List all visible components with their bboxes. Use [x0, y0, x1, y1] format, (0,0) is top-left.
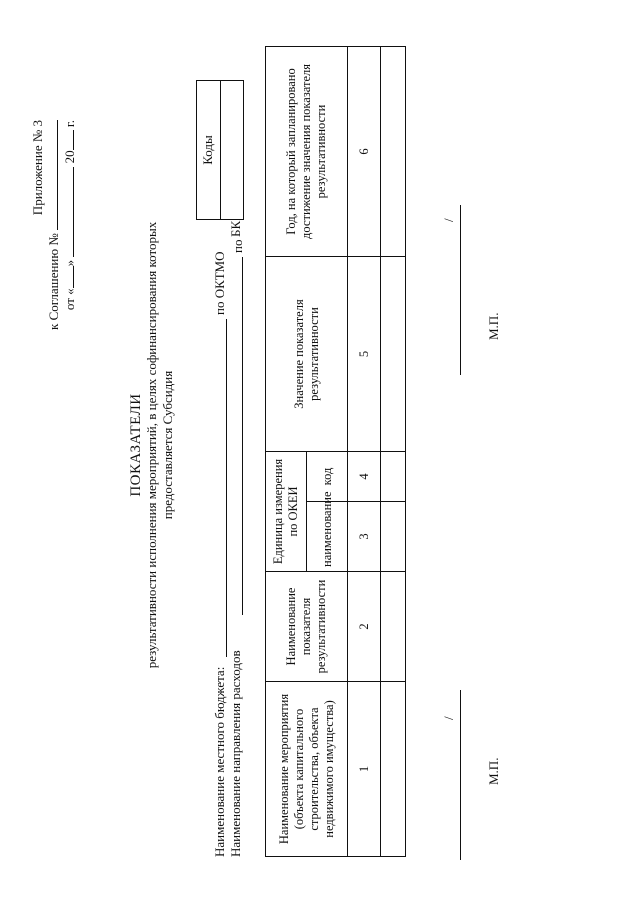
signature-right-line — [460, 205, 461, 375]
signature-left-stamp: М.П. — [486, 757, 501, 785]
table-header-row — [266, 46, 307, 856]
direction-label: Наименование направления расходов — [228, 650, 243, 857]
table-cell — [381, 682, 406, 857]
bk-prefix: по — [230, 239, 245, 253]
col-activity-header: Наименование мероприятия (объекта капитального строительства, объекта недвижимого имущества) — [266, 682, 348, 857]
date-year-blank — [73, 130, 74, 150]
agreement-reference: к Соглашению № — [46, 120, 62, 440]
table-cell — [381, 256, 406, 451]
col-number-1: 1 — [348, 682, 381, 857]
title-subtitle-1: результативности исполнения мероприятий, в целях софинансирования которых — [144, 221, 159, 669]
col-unit-code-header: код — [307, 451, 348, 501]
codes-box — [196, 80, 244, 220]
table-cell — [381, 502, 406, 572]
direction-blank — [242, 257, 243, 615]
title-subtitle-2: предоставляется Субсидия — [160, 370, 175, 520]
codes-header: Коды — [197, 81, 221, 220]
col-unit-group-header: Единица измерения по ОКЕИ — [266, 451, 307, 571]
budget-name-blank — [226, 319, 227, 657]
appendix-number: Приложение № 3 — [30, 120, 45, 216]
col-number-6: 6 — [348, 46, 381, 256]
signature-left-line — [460, 690, 461, 860]
signature-right-slash: / — [441, 218, 456, 222]
col-year-header: Год, на который запланировано достижение значения показателя результативности — [266, 46, 348, 256]
date-day-blank — [73, 266, 74, 288]
table-row — [381, 46, 406, 856]
col-number-4: 4 — [348, 451, 381, 501]
table-cell — [381, 46, 406, 256]
table-numbering-row — [348, 46, 381, 856]
col-indicator-header: Наименование показателя результативности — [266, 572, 348, 682]
document-title — [128, 185, 176, 705]
date-month-blank — [73, 167, 74, 257]
col-number-5: 5 — [348, 256, 381, 451]
agreement-date: от «» 20 г. — [62, 120, 77, 311]
col-unit-name-header: наименование — [307, 502, 348, 572]
col-value-header: Значение показателя результативности — [266, 256, 348, 451]
col-number-3: 3 — [348, 502, 381, 572]
table-cell — [381, 451, 406, 501]
table-cell — [381, 572, 406, 682]
budget-label: Наименование местного бюджета: — [212, 666, 227, 857]
col-number-2: 2 — [348, 572, 381, 682]
oktmo-label: по ОКТМО — [212, 251, 227, 315]
agreement-number-blank — [57, 120, 58, 230]
bk-label: БК — [228, 220, 243, 237]
title-main: ПОКАЗАТЕЛИ — [128, 393, 144, 497]
appendix-header — [30, 120, 78, 440]
indicators-table — [265, 46, 406, 857]
codes-oktmo-cell — [220, 81, 244, 220]
signature-right-stamp: М.П. — [486, 312, 501, 340]
signature-left-slash: / — [441, 716, 456, 720]
